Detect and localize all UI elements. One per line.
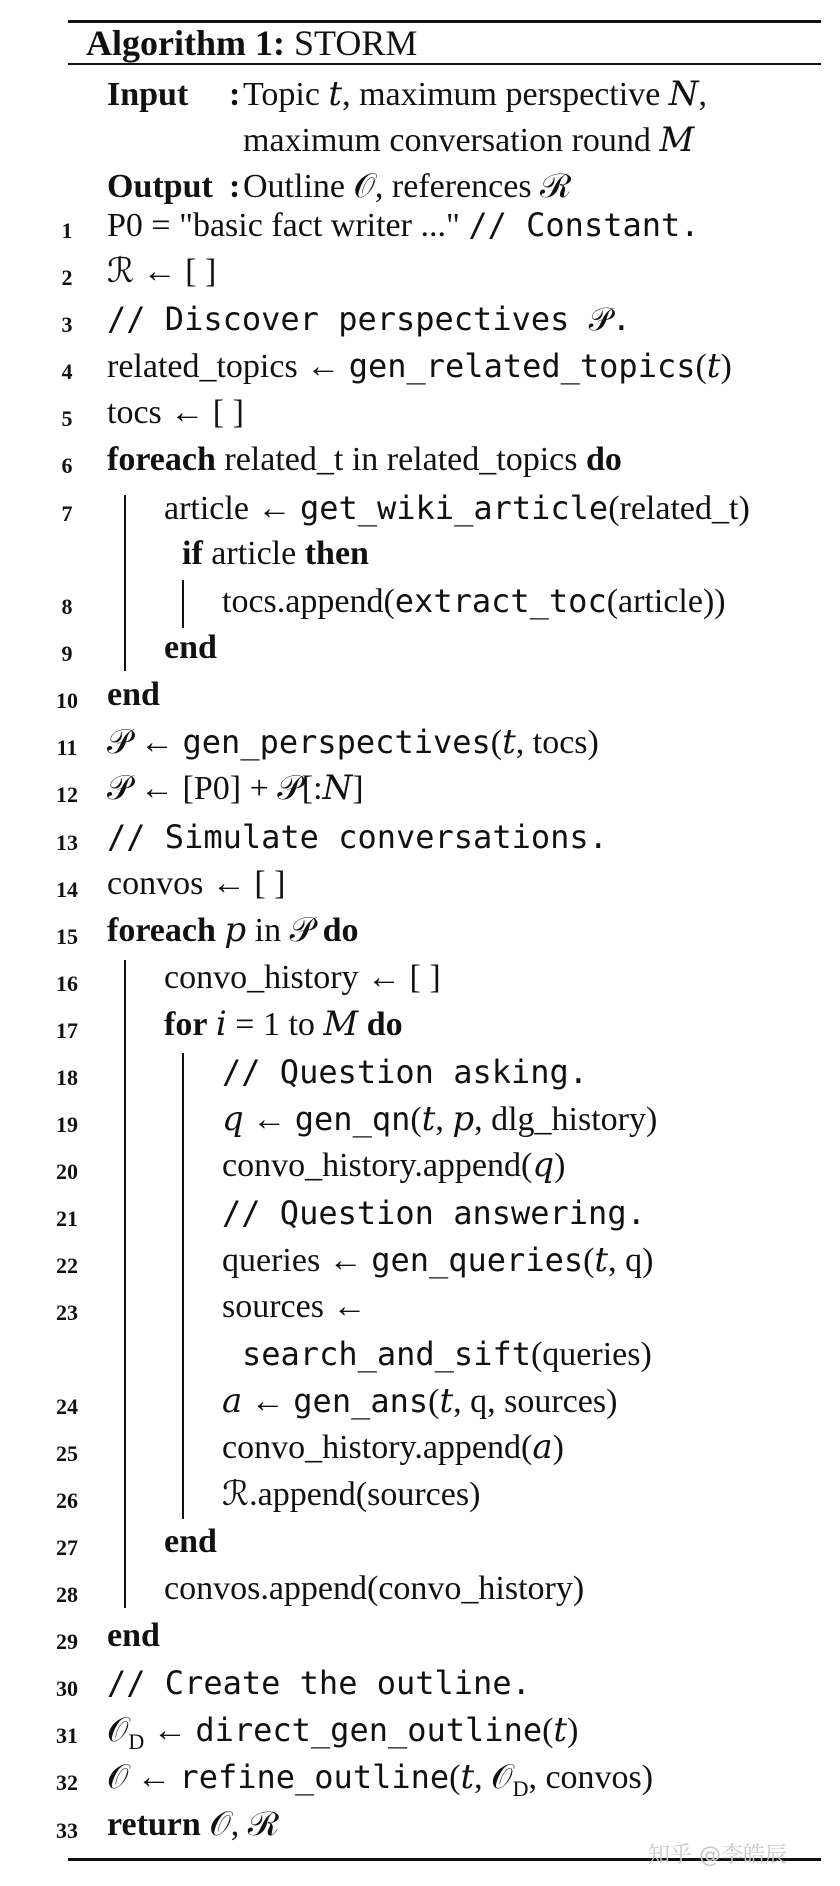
if-scope-bar [182,580,184,628]
line-code: end [164,629,217,666]
output-label: Output [107,168,213,205]
line-number: 7 [61,501,73,526]
line-number: 17 [56,1018,78,1043]
line-code: end [164,1523,217,1560]
watermark: 知乎 @李皓辰 [648,1843,787,1868]
line-code: ℛ ← [ ] [107,253,217,290]
line-number: 10 [56,688,78,713]
line-3-comment-discover [0,296,840,342]
line-16-convo-history-init [0,955,840,1001]
line-number: 23 [56,1300,78,1325]
line-code: for 𝑖 = 1 to 𝑀 do [164,1006,403,1043]
input-text-line2: maximum conversation round 𝑀 [243,122,695,159]
foreach-1-scope-bar [124,495,126,671]
line-26-refs-append [0,1472,840,1518]
algorithm-title [86,21,417,65]
line-code: queries ← gen_queries(𝑡, q) [222,1241,654,1279]
line-number: 4 [61,359,73,384]
line-31-direct-gen-outline [0,1707,840,1753]
foreach-2-scope-bar [124,960,126,1608]
line-14-convos-init [0,861,840,907]
input-text-line1: Topic 𝑡, maximum perspective 𝑁, [243,76,708,113]
line-number: 13 [56,830,78,855]
line-code: return 𝒪, ℛ [107,1806,280,1843]
line-number: 12 [56,782,78,807]
line-11-gen-perspectives [0,719,840,765]
title-rule [68,63,821,65]
line-27-end-for [0,1519,840,1565]
line-code: 𝒫 ← [P0] + 𝒫[:𝑁] [107,770,364,807]
line-30-comment-outline [0,1660,840,1706]
line-code: if article then [182,535,369,572]
line-code: // Question answering. [222,1194,646,1232]
line-18-comment-question [0,1049,840,1095]
line-number: 14 [56,877,78,902]
line-code: // Create the outline. [107,1664,531,1702]
line-number: 30 [56,1676,78,1701]
line-number: 11 [56,735,78,760]
for-loop-scope-bar [182,1053,184,1519]
line-number: 29 [56,1629,78,1654]
line-code: 𝑎 ← gen_ans(𝑡, q, sources) [222,1382,618,1420]
line-number: 1 [61,218,73,243]
line-code: convo_history.append(𝑞) [222,1147,566,1184]
line-number: 28 [56,1582,78,1607]
line-code: 𝑞 ← gen_qn(𝑡, 𝑝, dlg_history) [222,1100,658,1138]
algorithm-title-label: Algorithm 1: [86,23,285,63]
line-15-foreach-p [0,908,840,954]
line-13-comment-simulate [0,814,840,860]
line-number: 21 [56,1206,78,1231]
line-number: 15 [56,924,78,949]
line-code: tocs.append(extract_toc(article)) [222,582,726,620]
line-17-for-i [0,1002,840,1048]
line-1-p0-constant [0,202,840,248]
line-code: 𝒪 ← refine_outline(𝑡, 𝒪$_D$, convos) [107,1758,654,1801]
input-label: Input [107,76,189,113]
line-19-gen-qn [0,1096,840,1142]
line-23-sources [0,1284,840,1330]
line-code: 𝒫 ← gen_perspectives(𝑡, tocs) [107,723,599,761]
line-20-history-append-q [0,1143,840,1189]
line-code: foreach 𝑝 in 𝒫 do [107,912,359,949]
line-number: 6 [61,453,73,478]
line-number: 5 [61,406,73,431]
line-number: 22 [56,1253,78,1278]
line-code: convo_history.append(𝑎) [222,1429,564,1466]
line-number: 16 [56,971,78,996]
input-colon: : [229,76,241,113]
line-code: end [107,1617,160,1654]
line-8-tocs-append [0,578,840,624]
line-23-search-and-sift [0,1331,840,1377]
line-code: article ← get_wiki_article(related_t) [164,489,750,527]
line-code: // Discover perspectives 𝒫. [107,300,631,338]
line-29-end-foreach [0,1613,840,1659]
line-code: ℛ.append(sources) [222,1476,481,1513]
line-code: end [107,676,160,713]
line-number: 20 [56,1159,78,1184]
algorithm-title-name: STORM [293,23,418,63]
line-6-foreach-related [0,437,840,483]
line-32-refine-outline [0,1754,840,1800]
line-24-gen-ans [0,1378,840,1424]
output-colon: : [229,168,241,205]
line-code: P0 = "basic fact writer ..." // Constant. [107,206,700,244]
line-number: 9 [61,641,73,666]
line-number: 8 [61,594,73,619]
line-number: 27 [56,1535,78,1560]
line-4-related-topics [0,343,840,389]
line-code: related_topics ← gen_related_topics(𝑡) [107,347,732,385]
line-code: sources ← [222,1288,367,1325]
line-code: 𝒪$_D$ ← direct_gen_outline(𝑡) [107,1711,579,1754]
line-12-perspectives-slice [0,766,840,812]
line-code: // Question asking. [222,1053,589,1091]
line-number: 3 [61,312,73,337]
line-7-get-wiki-article [0,485,840,531]
line-number: 31 [56,1723,78,1748]
line-number: 25 [56,1441,78,1466]
line-code: search_and_sift(queries) [242,1335,652,1373]
line-number: 2 [61,265,73,290]
line-2-refs-init [0,249,840,295]
line-number: 32 [56,1770,78,1795]
line-number: 33 [56,1818,78,1843]
line-code: tocs ← [ ] [107,394,244,431]
line-number: 26 [56,1488,78,1513]
line-number: 24 [56,1394,78,1419]
line-code: foreach related_t in related_topics do [107,441,622,478]
output-text: Outline 𝒪, references ℛ [243,168,572,205]
line-number: 19 [56,1112,78,1137]
line-10-end-foreach [0,672,840,718]
line-if-article [0,531,840,577]
line-code: convo_history ← [ ] [164,959,441,996]
line-22-gen-queries [0,1237,840,1283]
line-code: convos.append(convo_history) [164,1570,585,1607]
line-28-convos-append [0,1566,840,1612]
line-5-tocs-init [0,390,840,436]
line-9-end-if [0,625,840,671]
line-code: // Simulate conversations. [107,818,608,856]
line-21-comment-answer [0,1190,840,1236]
line-25-history-append-a [0,1425,840,1471]
line-code: convos ← [ ] [107,865,286,902]
line-number: 18 [56,1065,78,1090]
